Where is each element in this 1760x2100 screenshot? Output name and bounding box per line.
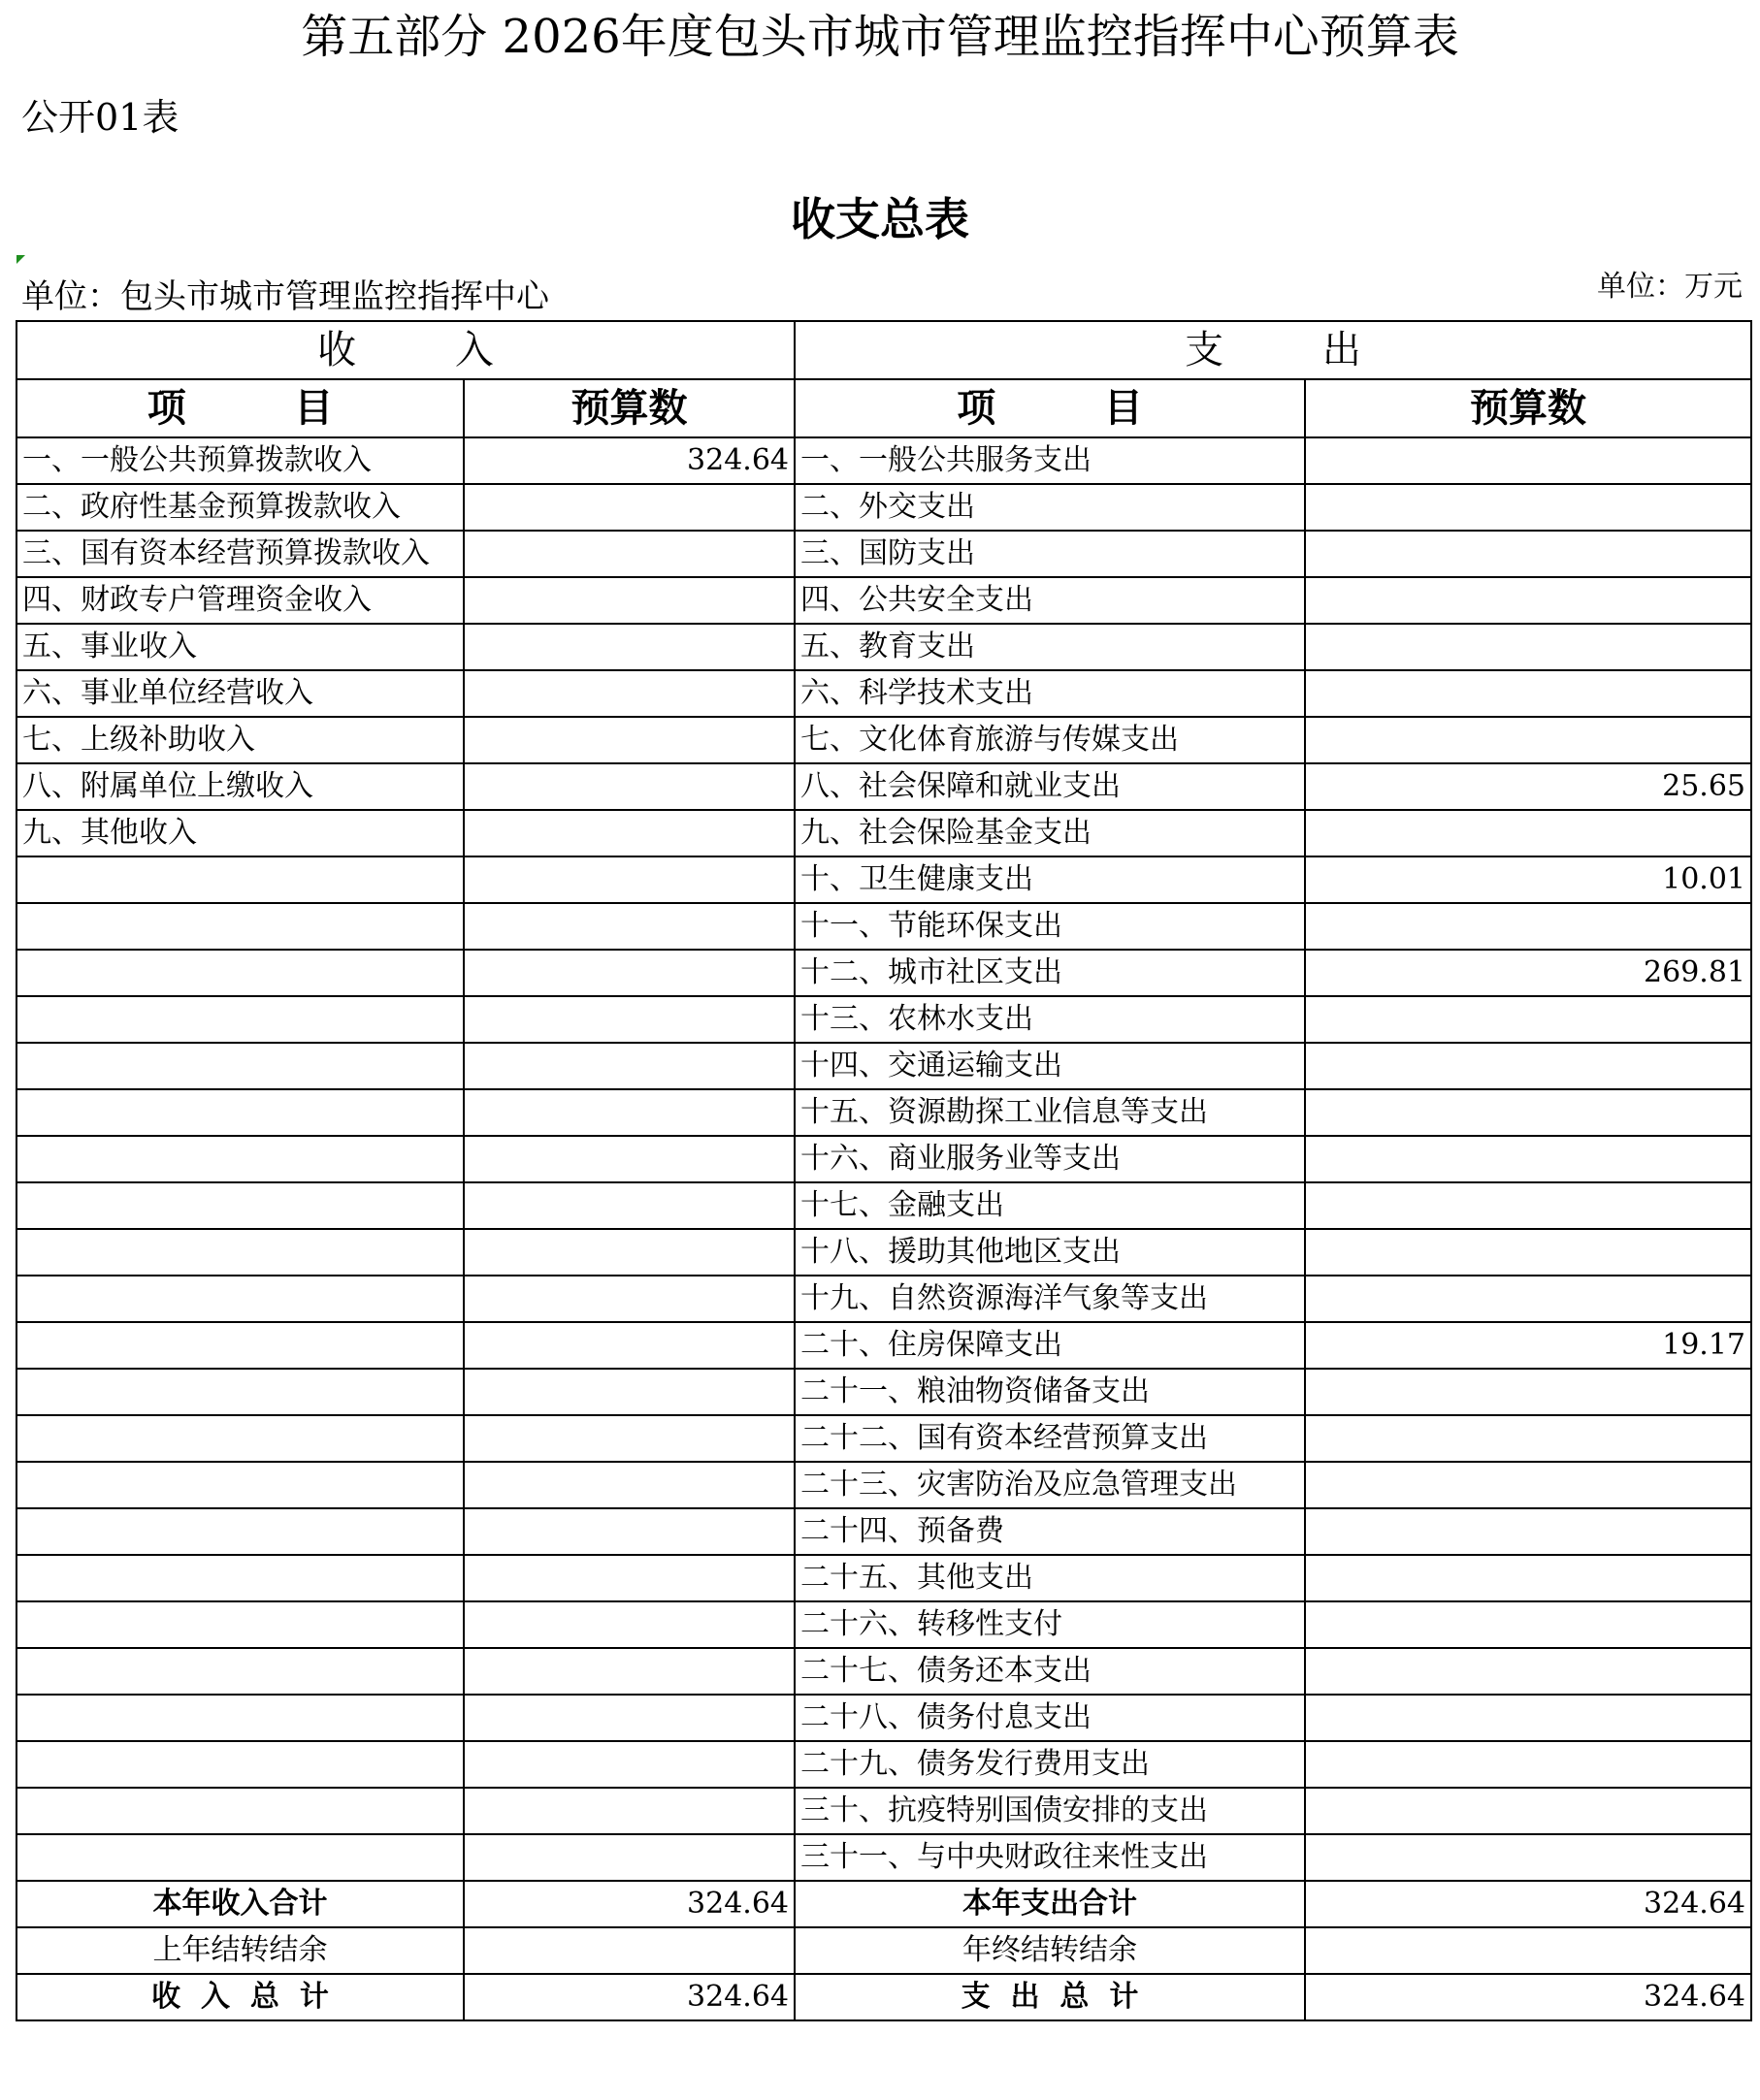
income-amount [464, 1834, 795, 1881]
income-item [16, 1415, 464, 1462]
income-amount [464, 670, 795, 717]
income-amount [464, 950, 795, 996]
table-row [16, 996, 1751, 1043]
expense-amount: 10.01 [1305, 856, 1751, 903]
expense-item: 三十、抗疫特别国债安排的支出 [795, 1788, 1305, 1834]
expense-amount [1305, 531, 1751, 577]
expense-amount [1305, 1043, 1751, 1089]
income-amount [464, 1462, 795, 1508]
grand-income-label: 收 入 总 计 [16, 1974, 464, 2020]
page-title: 第五部分 2026年度包头市城市管理监控指挥中心预算表 [301, 10, 1459, 64]
expense-amount [1305, 1415, 1751, 1462]
income-amount [464, 1369, 795, 1415]
expense-item-header: 项 目 [795, 379, 1305, 437]
expense-amount [1305, 1276, 1751, 1322]
income-item [16, 856, 464, 903]
expense-item: 十五、资源勘探工业信息等支出 [795, 1089, 1305, 1136]
total-row-grand [16, 1974, 1751, 2020]
table-row [16, 1415, 1751, 1462]
expense-item: 二十二、国有资本经营预算支出 [795, 1415, 1305, 1462]
expense-amount: 269.81 [1305, 950, 1751, 996]
total-row-year [16, 1881, 1751, 1927]
income-amount: 324.64 [464, 437, 795, 484]
expense-amount [1305, 1555, 1751, 1601]
expense-item: 二十五、其他支出 [795, 1555, 1305, 1601]
expense-amount [1305, 670, 1751, 717]
table-row [16, 1043, 1751, 1089]
income-item: 五、事业收入 [16, 624, 464, 670]
income-item [16, 1369, 464, 1415]
table-row [16, 856, 1751, 903]
expense-amount [1305, 1369, 1751, 1415]
total-row-carryover [16, 1927, 1751, 1974]
table-row [16, 1741, 1751, 1788]
table-row [16, 1089, 1751, 1136]
income-amount [464, 1415, 795, 1462]
expense-item: 二十七、债务还本支出 [795, 1648, 1305, 1695]
grand-expense-label: 支 出 总 计 [795, 1974, 1305, 2020]
table-row [16, 1695, 1751, 1741]
income-amount [464, 1182, 795, 1229]
table-row [16, 577, 1751, 624]
income-item [16, 1834, 464, 1881]
income-amount [464, 624, 795, 670]
table-row [16, 1601, 1751, 1648]
expense-item: 四、公共安全支出 [795, 577, 1305, 624]
expense-section-header: 支 出 [795, 321, 1751, 379]
income-amount [464, 577, 795, 624]
income-amount [464, 717, 795, 763]
cell-comment-marker [16, 255, 25, 264]
expense-item: 二、外交支出 [795, 484, 1305, 531]
income-item: 一、一般公共预算拨款收入 [16, 437, 464, 484]
expense-item: 二十九、债务发行费用支出 [795, 1741, 1305, 1788]
carryover-expense-amount [1305, 1927, 1751, 1974]
table-row [16, 810, 1751, 856]
income-amount [464, 531, 795, 577]
income-item [16, 1695, 464, 1741]
expense-amount [1305, 1136, 1751, 1182]
income-amount [464, 1555, 795, 1601]
income-amount [464, 1322, 795, 1369]
expense-item: 十三、农林水支出 [795, 996, 1305, 1043]
expense-item: 七、文化体育旅游与传媒支出 [795, 717, 1305, 763]
expense-item: 十七、金融支出 [795, 1182, 1305, 1229]
table-row [16, 1276, 1751, 1322]
expense-item: 二十四、预备费 [795, 1508, 1305, 1555]
table-row [16, 1322, 1751, 1369]
table-row [16, 670, 1751, 717]
expense-amount [1305, 1601, 1751, 1648]
expense-amount: 19.17 [1305, 1322, 1751, 1369]
income-item [16, 1089, 464, 1136]
table-row [16, 484, 1751, 531]
income-amount [464, 1788, 795, 1834]
year-expense-amount: 324.64 [1305, 1881, 1751, 1927]
income-amount [464, 1648, 795, 1695]
expense-amount [1305, 1648, 1751, 1695]
table-title: 收支总表 [791, 193, 969, 245]
expense-amount [1305, 1508, 1751, 1555]
income-item: 二、政府性基金预算拨款收入 [16, 484, 464, 531]
table-row [16, 1462, 1751, 1508]
income-amount [464, 763, 795, 810]
expense-amount [1305, 810, 1751, 856]
table-row [16, 1648, 1751, 1695]
expense-item: 十八、援助其他地区支出 [795, 1229, 1305, 1276]
income-item: 七、上级补助收入 [16, 717, 464, 763]
income-item: 四、财政专户管理资金收入 [16, 577, 464, 624]
income-item [16, 1462, 464, 1508]
expense-item: 八、社会保障和就业支出 [795, 763, 1305, 810]
table-row [16, 950, 1751, 996]
expense-amount [1305, 1182, 1751, 1229]
expense-item: 二十六、转移性支付 [795, 1601, 1305, 1648]
table-row [16, 1834, 1751, 1881]
expense-amount [1305, 996, 1751, 1043]
expense-item: 十九、自然资源海洋气象等支出 [795, 1276, 1305, 1322]
expense-item: 二十一、粮油物资储备支出 [795, 1369, 1305, 1415]
table-row [16, 437, 1751, 484]
income-amount [464, 1601, 795, 1648]
table-row [16, 531, 1751, 577]
income-item [16, 1741, 464, 1788]
income-item [16, 1322, 464, 1369]
form-id: 公开01表 [21, 96, 179, 139]
expense-item: 九、社会保险基金支出 [795, 810, 1305, 856]
year-income-label: 本年收入合计 [16, 1881, 464, 1927]
income-item [16, 903, 464, 950]
table-row [16, 1229, 1751, 1276]
expense-item: 十二、城市社区支出 [795, 950, 1305, 996]
income-item [16, 1276, 464, 1322]
expense-amount: 25.65 [1305, 763, 1751, 810]
carryover-income-label: 上年结转结余 [16, 1927, 464, 1974]
expense-amount [1305, 1695, 1751, 1741]
income-item [16, 1601, 464, 1648]
expense-amount [1305, 1229, 1751, 1276]
table-row [16, 903, 1751, 950]
year-expense-label: 本年支出合计 [795, 1881, 1305, 1927]
expense-amount [1305, 1741, 1751, 1788]
income-amount [464, 996, 795, 1043]
income-item [16, 996, 464, 1043]
income-item [16, 1508, 464, 1555]
income-amount [464, 903, 795, 950]
table-row [16, 1788, 1751, 1834]
income-item [16, 1648, 464, 1695]
carryover-income-amount [464, 1927, 795, 1974]
carryover-expense-label: 年终结转结余 [795, 1927, 1305, 1974]
income-amount [464, 1508, 795, 1555]
expense-item: 三、国防支出 [795, 531, 1305, 577]
income-item [16, 1555, 464, 1601]
income-item [16, 1043, 464, 1089]
income-amount [464, 1741, 795, 1788]
income-item: 八、附属单位上缴收入 [16, 763, 464, 810]
table-row [16, 1508, 1751, 1555]
income-item [16, 1788, 464, 1834]
table-row [16, 1182, 1751, 1229]
expense-item: 十四、交通运输支出 [795, 1043, 1305, 1089]
expense-amount [1305, 437, 1751, 484]
expense-item: 十六、商业服务业等支出 [795, 1136, 1305, 1182]
unit-measure: 单位：万元 [1597, 270, 1743, 304]
expense-amount [1305, 717, 1751, 763]
expense-item: 十、卫生健康支出 [795, 856, 1305, 903]
expense-amount [1305, 577, 1751, 624]
table-row [16, 763, 1751, 810]
table-row [16, 624, 1751, 670]
grand-expense-amount: 324.64 [1305, 1974, 1751, 2020]
expense-amount [1305, 624, 1751, 670]
unit-name: 单位：包头市城市管理监控指挥中心 [21, 277, 549, 316]
expense-item: 一、一般公共服务支出 [795, 437, 1305, 484]
income-amount [464, 1043, 795, 1089]
income-item [16, 1136, 464, 1182]
column-header-row [16, 379, 1751, 437]
grand-income-amount: 324.64 [464, 1974, 795, 2020]
expense-item: 十一、节能环保支出 [795, 903, 1305, 950]
budget-summary-table [16, 320, 1752, 2021]
section-header-row [16, 321, 1751, 379]
table-row [16, 717, 1751, 763]
expense-item: 二十八、债务付息支出 [795, 1695, 1305, 1741]
income-amount [464, 1136, 795, 1182]
income-item: 六、事业单位经营收入 [16, 670, 464, 717]
income-amount [464, 856, 795, 903]
income-section-header: 收 入 [16, 321, 795, 379]
expense-item: 二十三、灾害防治及应急管理支出 [795, 1462, 1305, 1508]
expense-item: 六、科学技术支出 [795, 670, 1305, 717]
expense-item: 二十、住房保障支出 [795, 1322, 1305, 1369]
expense-budget-header: 预算数 [1305, 379, 1751, 437]
income-amount [464, 1089, 795, 1136]
expense-amount [1305, 1788, 1751, 1834]
income-budget-header: 预算数 [464, 379, 795, 437]
expense-item: 五、教育支出 [795, 624, 1305, 670]
income-item [16, 950, 464, 996]
income-item [16, 1182, 464, 1229]
income-amount [464, 484, 795, 531]
income-amount [464, 1229, 795, 1276]
income-amount [464, 1276, 795, 1322]
expense-item: 三十一、与中央财政往来性支出 [795, 1834, 1305, 1881]
expense-amount [1305, 903, 1751, 950]
expense-amount [1305, 484, 1751, 531]
income-item: 三、国有资本经营预算拨款收入 [16, 531, 464, 577]
income-amount [464, 810, 795, 856]
expense-amount [1305, 1462, 1751, 1508]
table-row [16, 1555, 1751, 1601]
expense-amount [1305, 1834, 1751, 1881]
expense-amount [1305, 1089, 1751, 1136]
income-amount [464, 1695, 795, 1741]
year-income-amount: 324.64 [464, 1881, 795, 1927]
table-row [16, 1136, 1751, 1182]
income-item [16, 1229, 464, 1276]
income-item-header: 项 目 [16, 379, 464, 437]
table-row [16, 1369, 1751, 1415]
income-item: 九、其他收入 [16, 810, 464, 856]
